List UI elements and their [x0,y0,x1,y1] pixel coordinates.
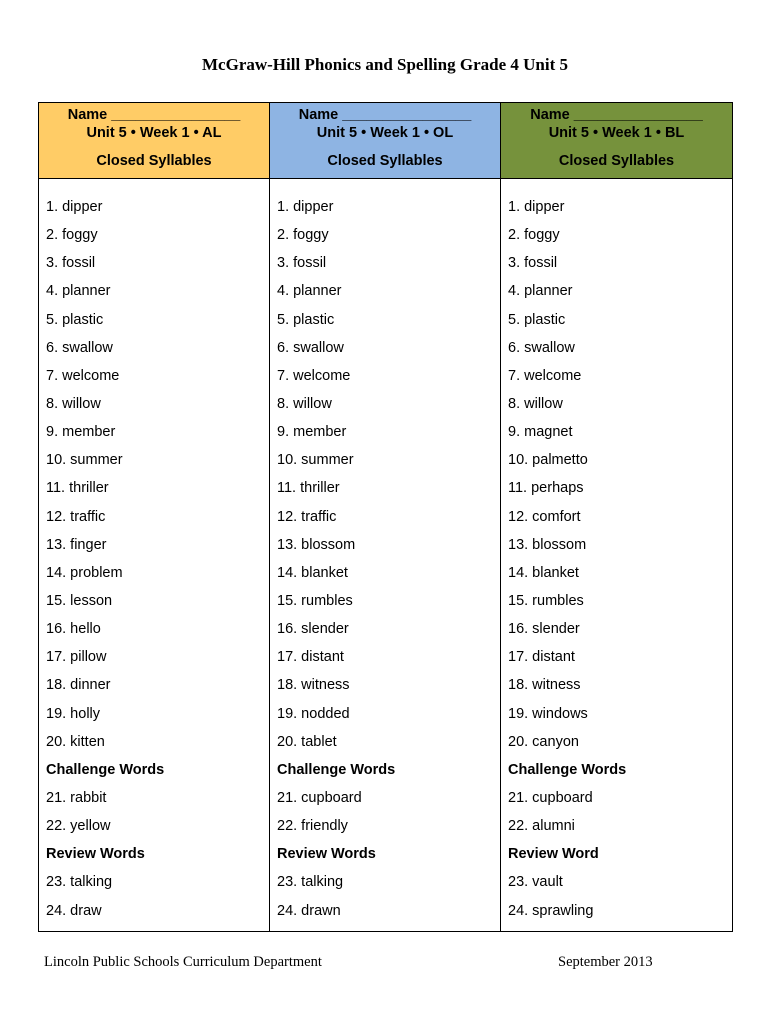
word-item: 5. plastic [277,311,335,328]
word-item: 22. yellow [46,818,111,835]
topic-label: Closed Syllables [96,153,212,169]
word-item: 14. blanket [508,564,579,581]
word-item: 3. fossil [277,255,327,272]
unit-label: Unit 5 • Week 1 • OL [316,125,454,141]
word-item: 6. swallow [46,339,113,356]
word-item: 19. windows [508,705,588,722]
word-item: 22. alumni [508,818,575,835]
word-item: 3. fossil [46,255,96,272]
spelling-lists-table [38,102,733,932]
word-item: 1. dipper [277,199,334,215]
word-item: 19. nodded [277,705,350,722]
word-item: 1. dipper [508,199,565,215]
section-heading: Review Words [277,846,376,863]
footer-department: Lincoln Public Schools Curriculum Department [44,954,322,970]
column-header-ol [270,103,501,179]
word-item: 18. witness [508,677,581,694]
word-item: 8. willow [46,395,101,412]
word-item: 11. perhaps [508,480,584,497]
name-line: Name ________________ [298,107,472,123]
word-item: 4. planner [277,283,342,300]
topic-label: Closed Syllables [327,153,443,169]
word-list-ol [270,179,501,932]
word-item: 23. vault [508,874,563,891]
section-heading: Challenge Words [277,761,396,778]
word-item: 19. holly [46,705,101,722]
word-item: 20. tablet [277,733,337,750]
word-item: 6. swallow [277,339,344,356]
section-heading: Review Word [508,846,599,863]
word-item: 11. thriller [46,480,109,497]
name-line: Name ________________ [67,107,241,123]
word-item: 5. plastic [508,311,566,328]
word-item: 12. traffic [46,508,106,525]
name-line: Name ________________ [530,107,703,123]
word-item: 10. palmetto [508,452,588,469]
word-item: 22. friendly [277,818,348,835]
column-header-al [39,103,270,179]
word-item: 10. summer [46,452,123,469]
section-heading: Review Words [46,846,145,863]
word-item: 7. welcome [46,367,120,384]
footer-date: September 2013 [558,954,653,970]
word-item: 2. foggy [277,227,329,244]
word-item: 4. planner [46,283,111,300]
word-item: 7. welcome [277,367,351,384]
section-heading: Challenge Words [508,761,627,778]
word-item: 12. comfort [508,508,581,525]
word-item: 9. member [277,424,347,441]
word-item: 18. dinner [46,677,111,694]
word-item: 2. foggy [46,227,98,244]
word-item: 23. talking [46,874,113,891]
word-list-al [39,179,270,932]
word-item: 20. canyon [508,733,579,750]
word-item: 13. blossom [508,536,587,553]
word-item: 24. drawn [277,902,341,919]
word-item: 17. distant [508,649,575,666]
page-title: McGraw-Hill Phonics and Spelling Grade 4 Unit 5 [202,55,568,74]
word-item: 20. kitten [46,733,105,750]
word-item: 1. dipper [46,199,103,215]
word-item: 16. hello [46,621,101,638]
word-item: 16. slender [508,621,580,638]
word-item: 15. lesson [46,592,113,609]
section-heading: Challenge Words [46,761,165,778]
word-item: 8. willow [508,395,563,412]
unit-label: Unit 5 • Week 1 • BL [548,125,685,141]
word-item: 15. rumbles [277,592,353,609]
word-item: 17. pillow [46,649,107,666]
word-item: 9. magnet [508,424,573,441]
table-header-row [39,103,733,179]
word-item: 13. finger [46,536,107,553]
column-header-bl [501,103,733,179]
word-item: 13. blossom [277,536,356,553]
word-item: 14. problem [46,564,123,581]
table-body-row [39,179,733,932]
word-list-bl [501,179,733,932]
word-item: 10. summer [277,452,354,469]
word-item: 21. rabbit [46,789,107,806]
word-item: 6. swallow [508,339,575,356]
word-item: 17. distant [277,649,344,666]
word-item: 11. thriller [277,480,340,497]
word-item: 15. rumbles [508,592,584,609]
word-item: 14. blanket [277,564,348,581]
word-item: 24. sprawling [508,902,594,919]
word-item: 4. planner [508,283,573,300]
word-item: 5. plastic [46,311,104,328]
word-item: 21. cupboard [508,789,593,806]
word-item: 2. foggy [508,227,560,244]
word-item: 3. fossil [508,255,558,272]
word-item: 12. traffic [277,508,337,525]
unit-label: Unit 5 • Week 1 • AL [86,125,222,141]
word-item: 16. slender [277,621,349,638]
word-item: 21. cupboard [277,789,362,806]
word-item: 23. talking [277,874,344,891]
word-item: 9. member [46,424,116,441]
word-item: 24. draw [46,902,102,919]
word-item: 8. willow [277,395,332,412]
topic-label: Closed Syllables [558,153,675,169]
word-item: 18. witness [277,677,350,694]
word-item: 7. welcome [508,367,582,384]
